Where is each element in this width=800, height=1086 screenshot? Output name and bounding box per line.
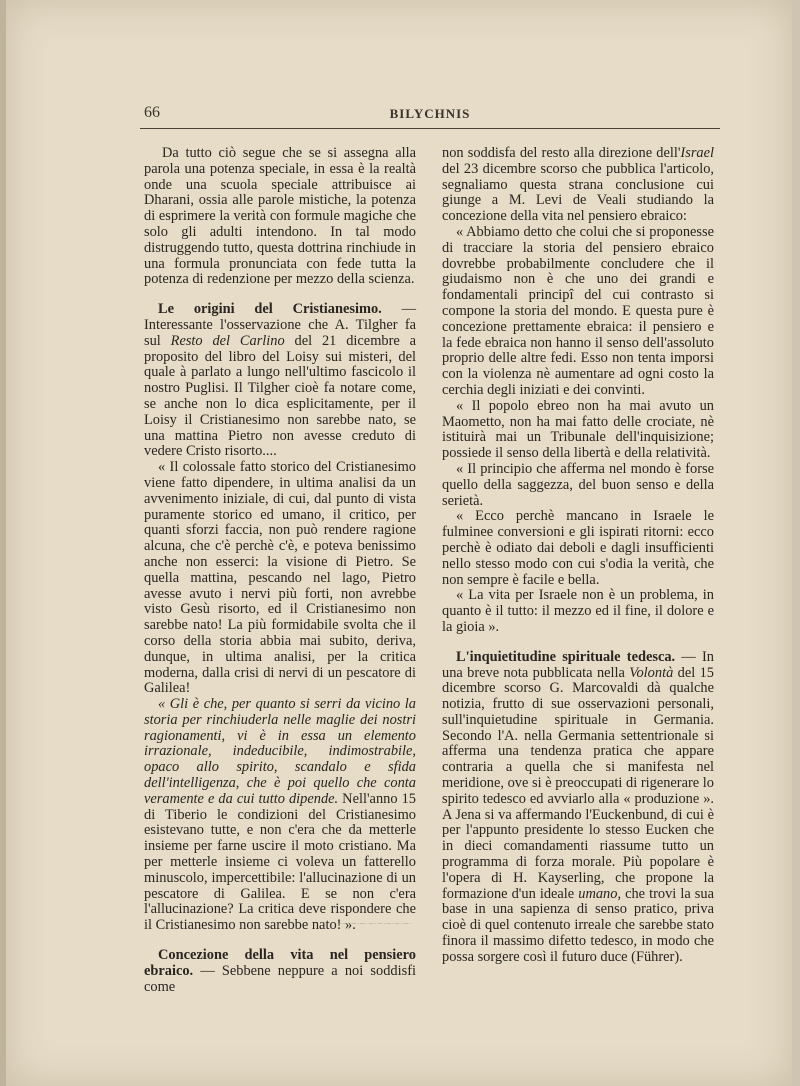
continuation-rest: del 23 dicembre scorso che pubblica l'articolo, segnaliamo questa strana conclusione cui giunge a M. Levi de Veali studiando la concezione della vita nel pensiero ebraico: (442, 160, 714, 225)
running-head: BILYCHNIS (389, 106, 471, 121)
source-title: Volontà (629, 664, 674, 681)
italic-word: umano (578, 885, 618, 902)
section-text: del 21 dicembre a proposito del libro del Loisy sui misteri, del quale à parlato a lungo nell'ultimo fascicolo il nostro Puglisi. Il Tilgher cioè fa notare come, se anche non lo dica esplicitamente, per il Loisy il Cristianesimo non sarebbe nato, se una mattina Pietro non avesse creduto di vedere Cristo risorto.... (144, 332, 416, 460)
paragraph-continuation (442, 146, 714, 225)
quote-continuation: Nell'anno 15 di Tiberio le condizioni del Cristianesimo esistevano tutte, e non c'era che da metterle insieme per farne uscire il moto cristiano. Ma per metterle insieme ci voleva un fatterello minuscolo, impercettibile: l'allucinazione di un pescatore di Galilea. E se non c'era l'allucinazione? La critica deve rispondere che il Cristianesimo non sarebbe nato! ». (144, 790, 416, 934)
source-title: Israel (680, 145, 714, 161)
section-concezione-vita (144, 948, 416, 995)
section-heading: Concezione della vita nel pensiero ebraico. (144, 947, 416, 979)
section-text-end: , che trovi la sua base in una sapienza di senso pratico, priva cioè di quel contenuto irreale che sarebbe stato finora il massimo difetto tedesco, in modo che possa sorgere così il futuro duce (Führer). (442, 885, 714, 965)
right-column (442, 146, 714, 966)
section-inquietudine-tedesca (442, 650, 714, 966)
printer-mark: ·—·—·—·—·—·—·—·—· (340, 922, 412, 927)
quote-paragraph: « Il popolo ebreo non ha mai avuto un Maometto, non ha mai fatto delle crociate, nè istituirà mai un Tribunale dell'inquisizione; possiede il senso della libertà e della relatività. (442, 397, 714, 462)
paragraph-dharani: Da tutto ciò segue che se si assegna alla parola una potenza speciale, in essa è la realtà onde una scuola speciale attribuisce ai Dharani, ossia alle parole mistiche, la potenza di esprimere la verità con formule magiche che solo gli adulti intendono. In tal modo distruggendo tutto, questa dottrina rinchiude in una formula pronunciata con fede tutta la potenza di redenzione per mezzo della scienza. (144, 145, 416, 288)
italic-quote: « Gli è che, per quanto si serri da vicino la storia per rinchiuderla nelle maglie dei nostri ragionamenti, vi è in essa un elemento irrazionale, indeducibile, indimostrabile, opaco allo spirito, scandalo e sfida dell'intelligenza, che è poi quello che conta veramente e da cui tutto dipende. (144, 696, 416, 807)
quote-paragraph: « Il principio che afferma nel mondo è forse quello della saggezza, del buon senso e della serietà. (442, 460, 714, 509)
section-lead: — Sebbene neppure a noi soddisfi come (144, 962, 416, 995)
quote-paragraph-italic (144, 697, 416, 934)
section-heading: Le origini del Cristianesimo. (158, 301, 382, 318)
quote-paragraph: « La vita per Israele non è un problema, in quanto è il tutto: il mezzo ed il fine, il dolore e la gioia ». (442, 587, 714, 635)
section-text: del 15 dicembre scorso G. Marcovaldi dà qualche notizia, frutto di sue osservazioni personali, sull'inquietudine spirituale in Germania. Secondo l'A. nella Germania settentrionale si afferma una tendenza pratica che appare contraria a quella che si manifesta nel meridione, ove si è preoccupati di rigenerare lo spirito tedesco ed avviarlo alla « produzione ». A Jena si va affermando l'Euckenbund, di cui è per l'appunto presidente lo stesso Eucken che in dieci comandamenti riassume tutto un programma di forza morale. Più popolare è l'opera di H. Kayserling, che propone la formazione d'un ideale (442, 664, 715, 902)
continuation-text: non soddisfa del resto alla direzione dell' (442, 145, 681, 161)
section-lead: — In una breve nota pubblicata nella (442, 648, 714, 681)
source-title: Resto del Carlino (170, 332, 285, 349)
quote-paragraph: « Abbiamo detto che colui che si proponesse di tracciare la storia del pensiero ebraico dovrebbe probabilmente concludere che il giudaismo non è che uno dei grandi e fondamentali principî del cui contrasto si compone la storia del mondo. E questa pure è concezione prettamente ebraica: il pensiero e la fede ebraica non hanno il senso dell'assoluto proprio delle altre fedi. Esso non tenta imporsi con la violenza nè aumentare ad ogni costo la cerchia degli iniziati e dei convinti. (442, 223, 714, 398)
section-lead: — Interessante l'osservazione che A. Tilgher fa sul (144, 301, 416, 349)
page-header (140, 104, 720, 126)
section-origini-cristianesimo (144, 302, 416, 460)
header-rule (140, 128, 720, 129)
left-column (144, 146, 416, 995)
quote-paragraph: « Il colossale fatto storico del Cristianesimo viene fatto dipendere, in ultima analisi da un avvenimento iniziale, di cui, dal punto di vista puramente storico ed umano, il critico, per quanti sforzi faccia, non può rendere ragione alcuna, che c'è perchè c'è, e poteva benissimo anche non esserci: la visione di Pietro. Se quella mattina, pescando nel lago, Pietro avesse avuto i nervi più forti, non avrebbe visto Gesù risorto, ed il Cristianesimo non sarebbe nato! La più formidabile svolta che il corso della storia abbia mai subito, deriva, dunque, in ultima analisi, per la critica moderna, dalla crisi di nervi di un pescatore di Galilea! (144, 459, 416, 697)
quote-paragraph: « Ecco perchè mancano in Israele le fulminee conversioni e gli ispirati ritorni: ecco perchè è odiato dai deboli e dagli insufficienti nello stesso modo con cui s'odia la verità, che non sempre è facile e bella. (442, 508, 714, 588)
section-heading: L'inquietitudine spirituale tedesca. (456, 648, 676, 665)
page-number: 66 (144, 104, 160, 121)
